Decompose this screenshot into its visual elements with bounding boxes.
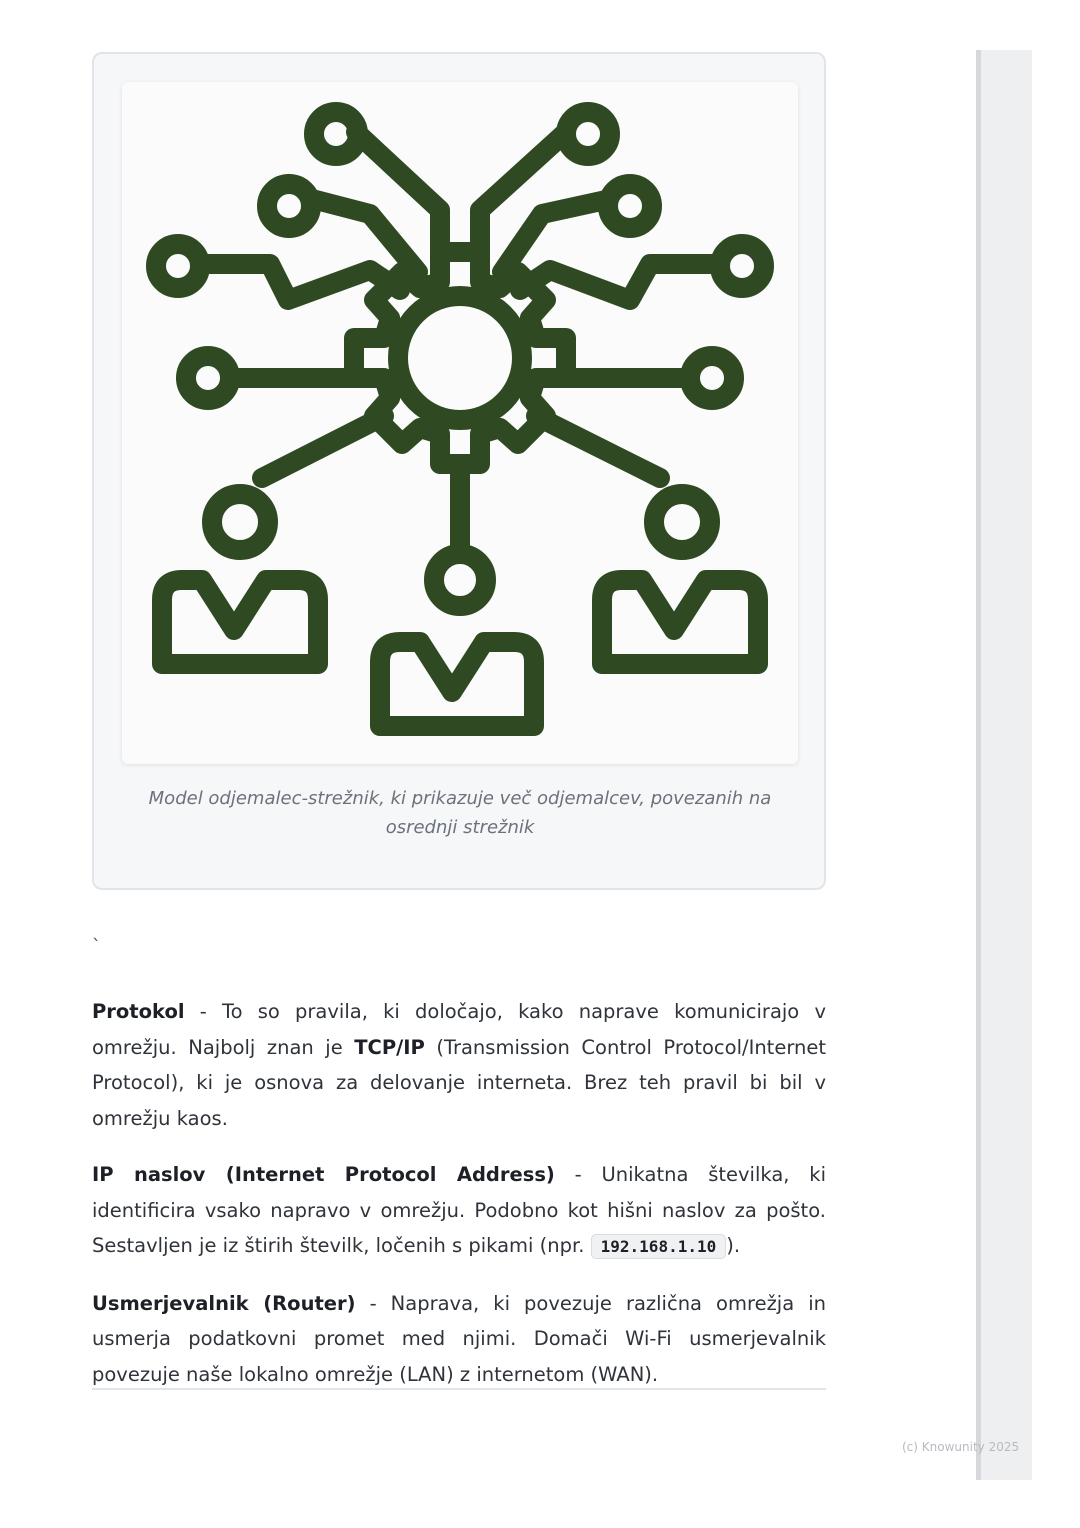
definition-text: - Unikatna številka, ki identificira vsako napravo v omrežju. Podobno kot hišni naslov za pošto. Sestavljen je iz štirih številk, ločenih s pikami (npr. (92, 1163, 826, 1257)
definition-ip-address (92, 1157, 826, 1265)
term-protocol: Protokol (92, 1000, 185, 1023)
client-server-network-icon (122, 82, 798, 764)
copyright-footer: (c) Knowunity 2025 (902, 1440, 1020, 1454)
right-gutter-strip (976, 50, 1032, 1480)
definition-router (92, 1286, 826, 1393)
term-tcpip: TCP/IP (354, 1035, 425, 1059)
figure-card (92, 52, 826, 890)
figure-image (122, 82, 798, 764)
horizontal-divider (92, 1388, 826, 1390)
definitions-section (92, 994, 826, 1413)
ip-example-code: 192.168.1.10 (591, 1234, 727, 1259)
definition-text: (Transmission Control Protocol/Internet Protocol), ki je osnova za delovanje interneta. Brez teh pravil bi bil v omrežju kaos. (92, 1035, 826, 1130)
term-router: Usmerjevalnik (Router) (92, 1291, 356, 1315)
definition-text: - Naprava, ki povezuje različna omrežja in usmerja podatkovni promet med njimi. Domači Wi-Fi usmerjevalnik povezuje naše lokalno omrežje (LAN) z internetom (WAN). (92, 1291, 826, 1386)
definition-text: - To so pravila, ki določajo, kako naprave komunicirajo v omrežju. Najbolj znan je (92, 1000, 826, 1059)
definition-text: ). (726, 1234, 741, 1257)
term-ip-address: IP naslov (Internet Protocol Address) (92, 1163, 555, 1186)
figure-caption: Model odjemalec-strežnik, ki prikazuje več odjemalcev, povezanih na osrednji strežnik (148, 788, 772, 838)
stray-backtick: ` (92, 936, 101, 957)
definition-protocol (92, 994, 826, 1136)
